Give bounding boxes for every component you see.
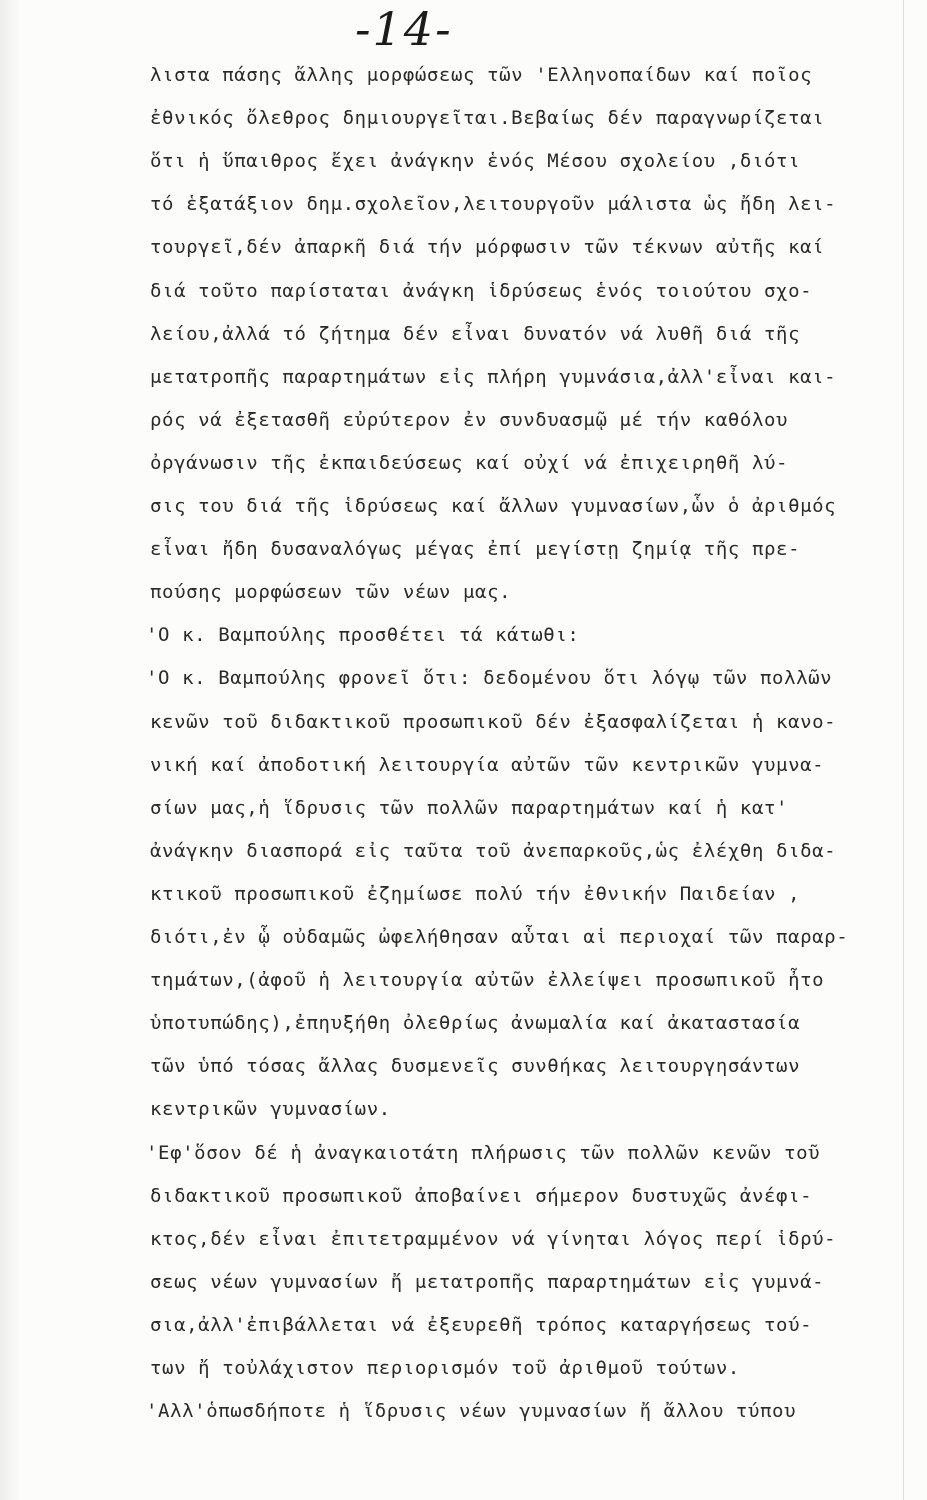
text-line: 'Ο κ. Βαμπούλης προσθέτει τά κάτωθι: [146, 624, 580, 647]
text-line: των ἤ τοὐλάχιστον περιορισμόν τοῦ ἀριθμοῦ τούτων. [150, 1357, 740, 1379]
scan-shadow [0, 0, 22, 1500]
text-line: ὅτι ἡ ὕπαιθρος ἔχει ἀνάγκην ἑνός Μέσου σχολείου ,διότι [150, 150, 801, 173]
text-line: σίων μας,ἡ ἵδρυσις τῶν πολλῶν παραρτημάτων καί ἡ κατ' [150, 796, 789, 819]
text-line: διότι,ἐν ᾧ οὐδαμῶς ὠφελήθησαν αὗται αἱ περιοχαί τῶν παραρ- [150, 926, 849, 948]
text-line: σια,ἀλλ'ἐπιβάλλεται νά ἐξευρεθῆ τρόπος καταργήσεως τού- [150, 1313, 813, 1336]
text-line: τό ἑξατάξιον δημ.σχολεῖον,λειτουργοῦν μάλιστα ὡς ἤδη λει- [150, 193, 837, 216]
text-line: λιστα πάσης ἄλλης μορφώσεως τῶν 'Ελληνοπαίδων καί ποῖος [150, 64, 813, 86]
text-line: τουργεῖ,δέν ἀπαρκῆ διά τήν μόρφωσιν τῶν τέκνων αὐτῆς καί [150, 236, 825, 259]
text-line: ὀργάνωσιν τῆς ἐκπαιδεύσεως καί οὐχί νά ἐπιχειρηθῆ λύ- [150, 451, 789, 474]
text-line: τημάτων,(ἀφοῦ ἡ λειτουργία αὐτῶν ἐλλείψει προσωπικοῦ ἦτο [150, 969, 825, 992]
text-line: ὑποτυπώδης),ἐπηυξήθη ὀλεθρίως ἀνωμαλία καί ἀκαταστασία [150, 1012, 801, 1035]
text-line: ἐθνικός ὄλεθρος δημιουργεῖται.Βεβαίως δέν παραγνωρίζεται [150, 107, 825, 130]
text-line: κτικοῦ προσωπικοῦ ἐζημίωσε πολύ τήν ἐθνικήν Παιδείαν , [150, 882, 801, 905]
text-line: νική καί ἀποδοτική λειτουργία αὐτῶν τῶν κεντρικῶν γυμνα- [150, 753, 825, 776]
text-line: εἶναι ἤδη δυσαναλόγως μέγας ἐπί μεγίστῃ ζημίᾳ τῆς πρε- [150, 538, 801, 561]
text-line: διά τοῦτο παρίσταται ἀνάγκη ἱδρύσεως ἑνός τοιούτου σχο- [150, 279, 813, 302]
text-line: διδακτικοῦ προσωπικοῦ ἀποβαίνει σήμερον δυστυχῶς ἀνέφι- [150, 1184, 813, 1207]
text-line: 'Εφ'ὅσον δέ ἡ ἀναγκαιοτάτη πλήρωσις τῶν πολλῶν κενῶν τοῦ [146, 1141, 821, 1164]
text-line: κενῶν τοῦ διδακτικοῦ προσωπικοῦ δέν ἐξασφαλίζεται ἡ κανο- [150, 710, 837, 733]
text-line: πούσης μορφώσεων τῶν νέων μας. [150, 581, 512, 604]
text-line: ρός νά ἐξετασθῆ εὐρύτερον ἐν συνδυασμῷ μέ τήν καθόλου [150, 408, 789, 431]
page-edge-rule [903, 0, 904, 1500]
text-line: σεως νέων γυμνασίων ἤ μετατροπῆς παραρτημάτων εἰς γυμνά- [150, 1270, 825, 1293]
text-line: 'Αλλ'ὁπωσδήποτε ἡ ἵδρυσις νέων γυμνασίων ἤ ἄλλου τύπου [146, 1400, 797, 1423]
text-line: τῶν ὑπό τόσας ἄλλας δυσμενεῖς συνθήκας λειτουργησάντων [150, 1055, 801, 1078]
text-line: 'Ο κ. Βαμπούλης φρονεῖ ὅτι: δεδομένου ὅτι λόγῳ τῶν πολλῶν [146, 667, 833, 690]
text-line: κεντρικῶν γυμνασίων. [150, 1098, 391, 1121]
text-line: λείου,ἀλλά τό ζήτημα δέν εἶναι δυνατόν νά λυθῆ διά τῆς [150, 322, 801, 345]
text-line: κτος,δέν εἶναι ἐπιτετραμμένον νά γίνηται λόγος περί ἱδρύ- [150, 1227, 837, 1250]
text-line: ἀνάγκην διασπορά εἰς ταῦτα τοῦ ἀνεπαρκοῦς,ὡς ἐλέχθη διδα- [150, 839, 837, 862]
text-line: σις του διά τῆς ἱδρύσεως καί ἄλλων γυμνασίων,ὧν ὁ ἀριθμός [150, 495, 837, 517]
text-line: μετατροπῆς παραρτημάτων εἰς πλήρη γυμνάσια,ἀλλ'εἶναι και- [150, 365, 837, 388]
page-number: -14- [355, 2, 453, 56]
